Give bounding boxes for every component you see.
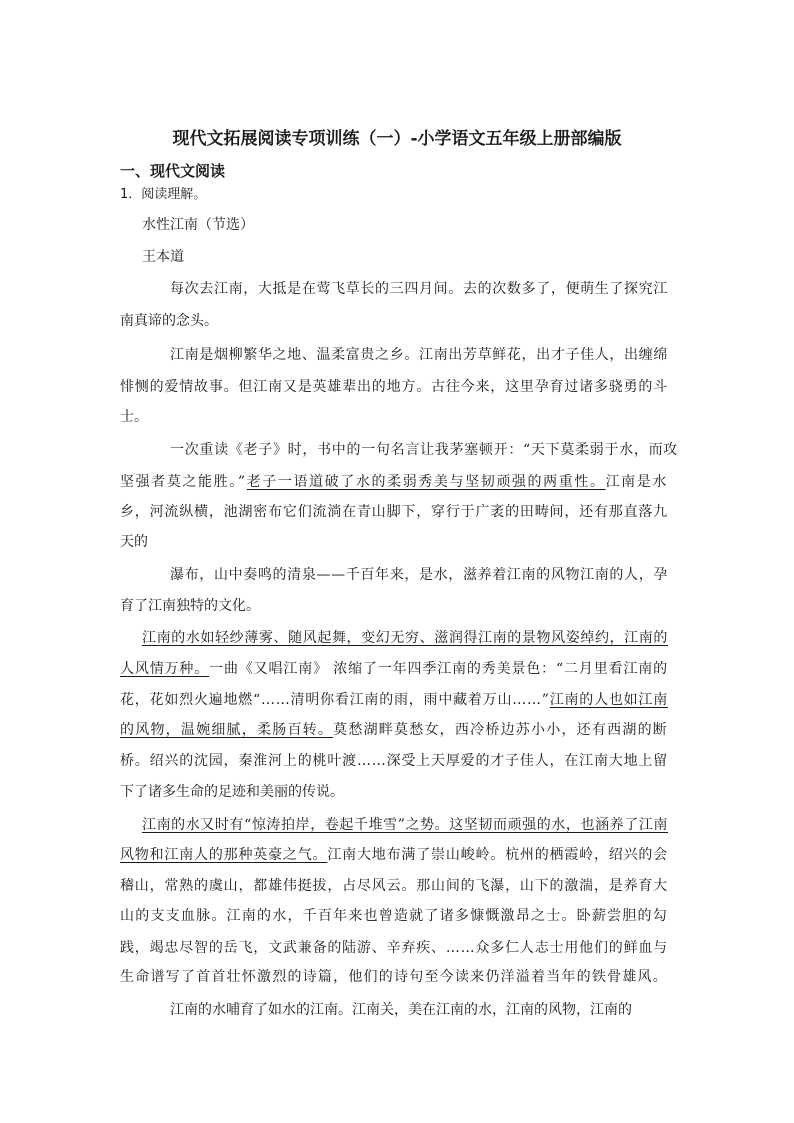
essay-line <box>120 938 668 958</box>
line-text: 一曲《又唱江南》 浓缩了一年四季江南的秀美景色：“二月里看江南的 <box>209 661 669 677</box>
line-text: 生命谱写了首首壮怀激烈的诗篇，他们的诗句至今读来仍洋溢着当年的铁骨雄风。 <box>120 969 668 985</box>
line-text: 江南是烟柳繁华之地、温柔富贵之乡。江南出芳草鲜花，出才子佳人，出缠绵 <box>170 347 668 363</box>
essay-line <box>170 565 668 585</box>
document-title: 现代文拓展阅读专项训练（一）-小学语文五年级上册部编版 <box>172 129 622 149</box>
question-label: 1．阅读理解。 <box>120 187 207 202</box>
line-text: 士。 <box>120 409 148 425</box>
essay-line <box>120 532 148 552</box>
essay-line <box>120 502 668 522</box>
line-text: 花，花如烈火遍地燃“……清明你看江南的雨，雨中藏着万山……” <box>120 692 550 708</box>
section-heading: 一、现代文阅读 <box>120 162 226 180</box>
line-text: 瀑布，山中奏鸣的清泉——千百年来，是水，滋养着江南的风物江南的人，孕 <box>170 567 668 583</box>
line-text: 南真谛的念头。 <box>120 313 218 329</box>
essay-line <box>120 690 668 710</box>
essay-line <box>120 720 668 740</box>
underlined-text: 人风情万种。 <box>120 661 210 677</box>
underlined-text: 的风物，温婉细腻，柔肠百转。 <box>120 722 334 738</box>
essay-line <box>170 440 678 460</box>
essay-line <box>120 906 668 926</box>
line-text: 一次重读《老子》时，书中的一句名言让我茅塞顿开：“天下莫柔弱于水，而攻 <box>170 442 678 458</box>
line-text: 悱恻的爱情故事。但江南又是英雄辈出的地方。古往今来，这里孕育过诸多骁勇的斗 <box>120 379 668 395</box>
underlined-text: 老子一语道破了水的柔弱秀美与坚韧顽强的两重性。 <box>246 474 606 490</box>
essay-line <box>120 876 668 896</box>
essay-line <box>120 967 668 987</box>
line-text: 稽山，常熟的虞山，都雄伟挺拔，占尽风云。那山间的飞瀑，山下的激湍，是养育大 <box>120 878 668 894</box>
essay-line <box>120 377 668 397</box>
line-text: 莫愁湖畔莫愁女，西冷桥边苏小小，还有西湖的断 <box>333 722 669 738</box>
underlined-text: 江南的水如轻纱薄雾、随风起舞，变幻无穷、滋润得江南的景物风姿绰约，江南的 <box>142 630 668 646</box>
essay-line <box>120 782 344 802</box>
underlined-text: 风物和江南人的那种英豪之气。 <box>120 847 328 863</box>
line-text: 桥。绍兴的沈园，秦淮河上的桃叶渡……深受上天厚爱的才子佳人，在江南大地上留 <box>120 753 668 769</box>
line-text: 坚强者莫之能胜。” <box>120 474 247 490</box>
essay-line <box>120 845 668 865</box>
essay-author: 王本道 <box>142 249 184 265</box>
essay-line <box>142 815 668 835</box>
line-text: 江南是水 <box>605 474 669 490</box>
essay-line <box>120 659 668 679</box>
essay-line <box>120 407 148 427</box>
line-text: 践，竭忠尽智的岳飞，文武兼备的陆游、辛弃疾、……众多仁人志士用他们的鲜血与 <box>120 940 668 956</box>
essay-title: 水性江南（节选） <box>142 217 254 233</box>
essay-line <box>120 751 668 771</box>
line-text: 下了诸多生命的足迹和美丽的传说。 <box>120 784 344 800</box>
line-text: 天的 <box>120 534 148 550</box>
line-text: 江南的水哺育了如水的江南。江南关，美在江南的水，江南的风物，江南的 <box>170 1002 632 1018</box>
essay-line <box>120 472 668 492</box>
underlined-text: 江南的人也如江南 <box>549 692 668 708</box>
essay-line <box>142 628 668 648</box>
line-text: 山的支支血脉。江南的水，千百年来也曾造就了诸多慷慨激昂之士。卧薪尝胆的勾 <box>120 908 668 924</box>
underlined-text: 江南的水又时有“惊涛拍岸，卷起千堆雪”之势。这坚韧而顽强的水，也涵养了江南 <box>142 817 668 833</box>
essay-line <box>120 596 260 616</box>
essay-line <box>170 345 668 365</box>
line-text: 每次去江南，大抵是在莺飞草长的三四月间。去的次数多了，便萌生了探究江 <box>170 281 668 297</box>
line-text: 育了江南独特的文化。 <box>120 598 260 614</box>
essay-line <box>170 279 668 299</box>
line-text: 乡，河流纵横，池湖密布它们流淌在青山脚下，穿行于广袤的田畴间，还有那直落九 <box>120 504 668 520</box>
essay-line <box>170 1000 632 1020</box>
line-text: 江南大地布满了崇山峻岭。杭州的栖霞岭，绍兴的会 <box>327 847 669 863</box>
essay-line <box>120 311 218 331</box>
